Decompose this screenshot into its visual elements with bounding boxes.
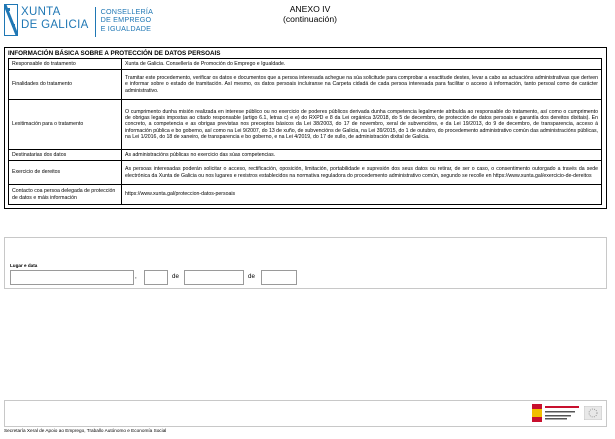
row-value: As persoas interesadas poderán solicitar o acceso, rectificación, oposición, limitación, portabilidade e supresión dos seus datos ou retirar, de ser o caso, o consentimento outorgado a través da sede electrónica da Xunta de Galicia ou nos lugares e rexistros establecidos na normativa reguladora do procedemento administrativo común, segundo se recolle en https://www.xunta.gal/exercicio-de-dereitos: [122, 161, 602, 185]
table-row: [9, 70, 602, 100]
row-label: Responsable do tratamento: [9, 59, 122, 70]
day-input[interactable]: [144, 270, 168, 285]
xunta-shield-icon: [4, 4, 18, 36]
logo-wordmark-line2: DE GALICIA: [21, 19, 89, 31]
logo-dept-line1: CONSELLERÍA: [100, 7, 154, 16]
annex-subtitle: (continuación): [283, 14, 337, 24]
row-value: https://www.xunta.gal/proteccion-datos-persoais: [122, 185, 602, 205]
de-separator-1: de: [172, 273, 179, 280]
row-label: Contacto coa persoa delegada de protección de datos e máis información: [9, 185, 122, 205]
row-value: As administracións públicas no exercicio das súas competencias.: [122, 150, 602, 161]
eu-flag-icon: [584, 406, 602, 420]
logo-wordmark-line1: XUNTA: [21, 6, 61, 18]
data-protection-table: [8, 58, 602, 205]
annex-heading: [258, 4, 362, 24]
table-row: [9, 161, 602, 185]
logo-dept-line2: DE EMPREGO: [100, 15, 152, 25]
data-protection-box: [4, 47, 607, 209]
row-label: Exercicio de dereitos: [9, 161, 122, 185]
month-input[interactable]: [184, 270, 244, 285]
data-protection-title: INFORMACIÓN BÁSICA SOBRE A PROTECCIÓN DE DATOS PERSOAIS: [8, 50, 221, 57]
table-row: [9, 150, 602, 161]
page-header: [0, 0, 615, 44]
row-value: Xunta de Galicia. Consellería de Promoción do Emprego e Igualdade.: [122, 59, 602, 70]
logo-dept-line3: E IGUALDADE: [100, 23, 152, 33]
funding-logos: [532, 404, 602, 422]
annex-title: ANEXO IV: [289, 4, 331, 14]
row-label: Lexitimación para o tratamento: [9, 100, 122, 150]
table-row: [9, 59, 602, 70]
footer-text: Secretaría Xeral de Apoio ao Emprego, Traballo Autónomo e Economía Social: [4, 428, 167, 433]
xunta-logo: [4, 4, 153, 38]
row-label: Destinatarias dos datos: [9, 150, 122, 161]
place-input[interactable]: [10, 270, 134, 285]
spain-government-logo-icon: [532, 404, 580, 422]
footer-box: [4, 400, 607, 427]
comma-separator: ,: [135, 273, 137, 280]
logo-department: [101, 8, 154, 33]
logo-divider: [95, 7, 96, 37]
table-row: [9, 185, 602, 205]
place-date-label: Lugar e data: [10, 263, 38, 268]
place-date-section: [4, 237, 607, 289]
year-input[interactable]: [261, 270, 297, 285]
de-separator-2: de: [248, 273, 255, 280]
row-value: Tramitar este procedemento, verificar os datos e documentos que a persoa interesada achegue na súa solicitude para comprobar a exactitude destes, levar a cabo as actuacións administrativas que deriven e informar sobre o estado de tramitación. Así mesmo, os datos persoais incluiranse na Carpeta cidadá de cada persoa interesada para facilitar o acceso á información, tanto persoal como de carácter administrativo.: [122, 70, 602, 100]
logo-wordmark: [21, 6, 89, 32]
row-value: O cumprimento dunha misión realizada en interese público ou no exercicio de poderes públicos derivada dunha competencia legalmente atribuída ao responsable do tratamento, así como o cumprimento de obrigas legais impostas ao citado responsable (artigo 6.1, letras c) e e) do RXPD e 8 da Lei orgánica 3/2018, do 5 de decembro, de protección de datos persoais e garantía dos dereitos dixitais). En concreto, a competencia e as obrigas previstas nos preceptos básicos da Lei 38/2003, do 17 de novembro, xeral de subvencións, e da Lei 19/2013, do 9 de decembro, de transparencia, acceso á información pública e bo goberno, así como na Lei 9/2007, do 13 de xuño, de subvencións de Galicia, na Lei 39/2015, do 1 de outubro, do procedemento administrativo común das administracións públicas, na Lei 1/2016, do 18 de xaneiro, de transparencia e bo goberno, e na Lei 4/2019, do 17 de xullo, de administración dixital de Galicia.: [122, 100, 602, 150]
table-row: [9, 100, 602, 150]
row-label: Finalidades do tratamento: [9, 70, 122, 100]
